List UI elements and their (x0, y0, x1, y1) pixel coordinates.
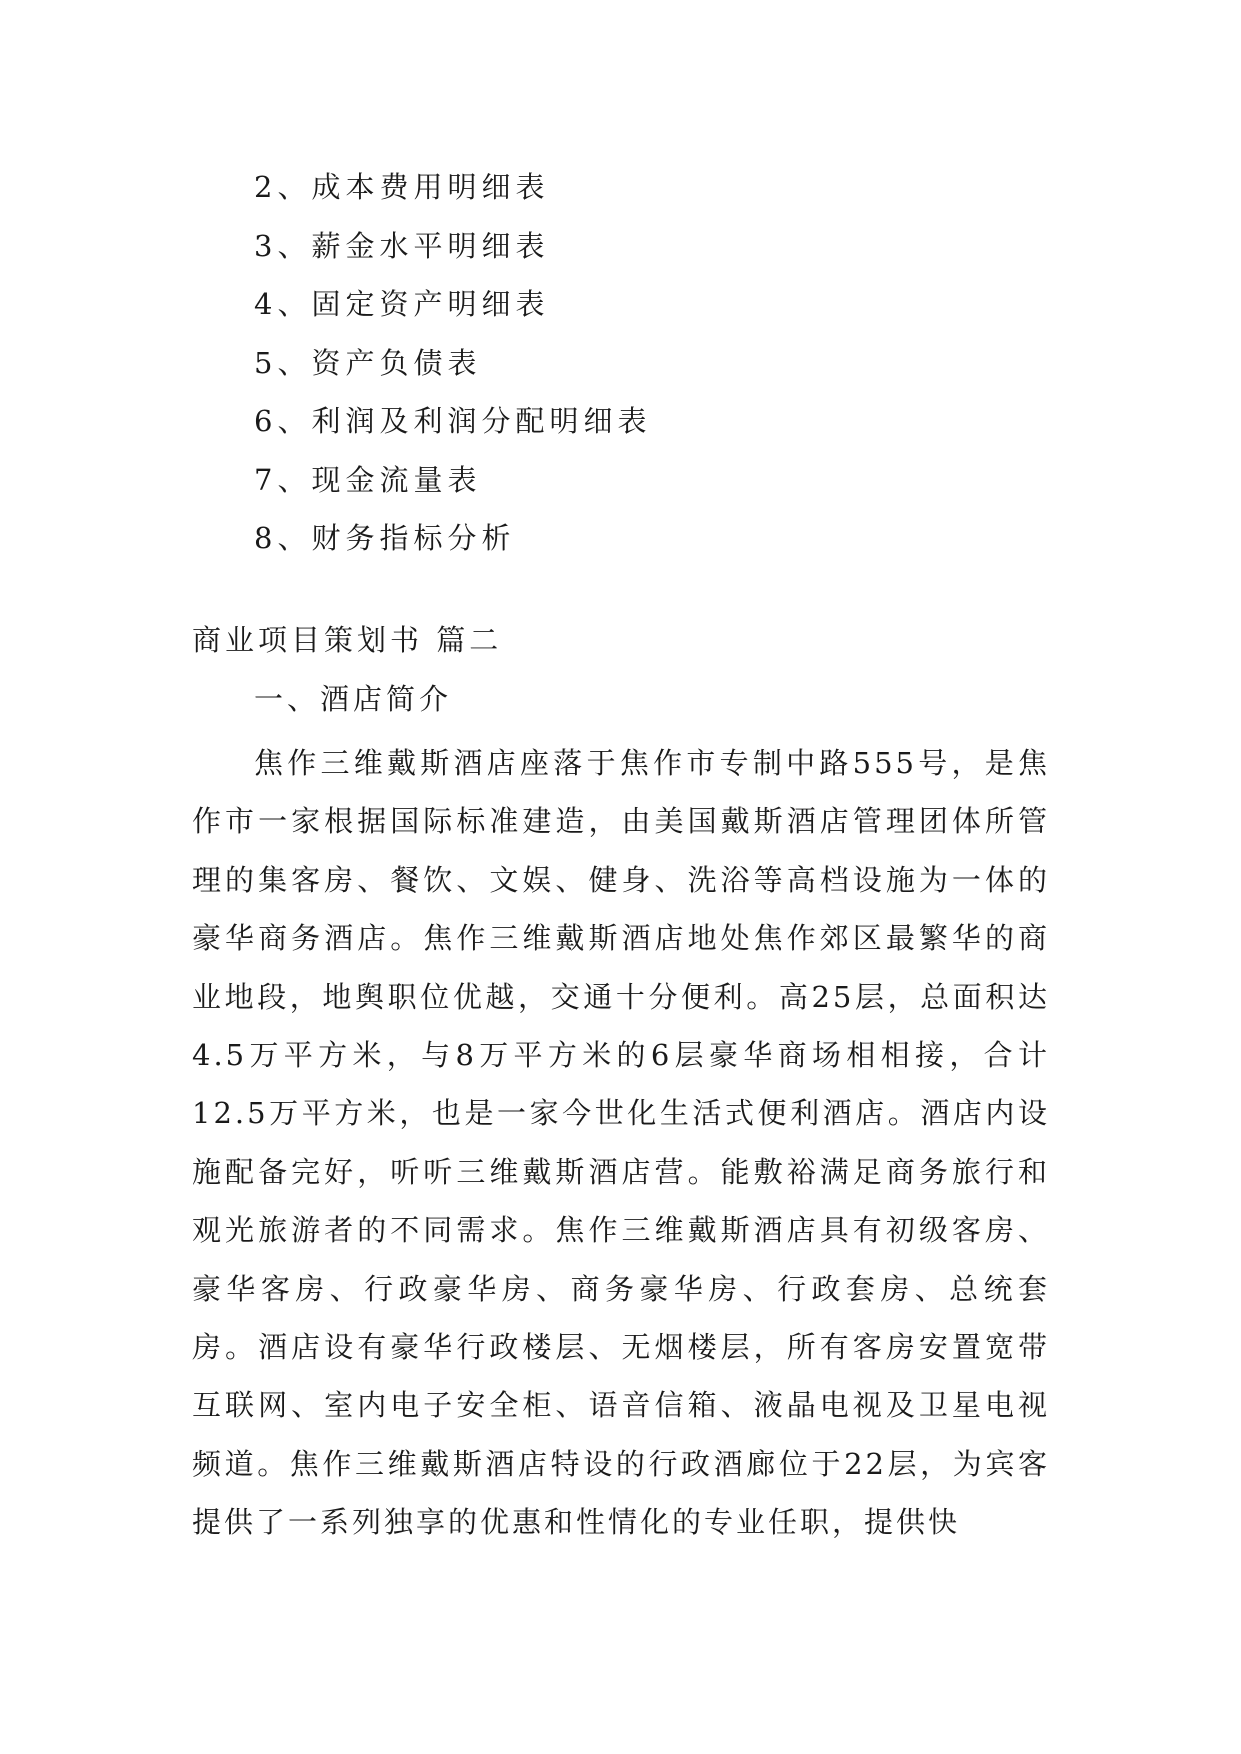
list-item: 8、财务指标分析 (254, 521, 516, 555)
list-item: 2、成本费用明细表 (254, 170, 550, 204)
list-item: 5、资产负债表 (254, 345, 482, 380)
body-paragraph: 焦作三维戴斯酒店座落于焦作市专制中路555号，是焦作市一家根据国际标准建造，由美国戴斯酒店管理团体所管理的集客房、餐饮、文娱、健身、洗浴等高档设施为一体的豪华商务酒店。焦作三维戴斯酒店地处焦作郊区最繁华的商业地段，地舆职位优越，交通十分便利。高25层，总面积达4.5万平方米，与8万平方米的6层豪华商场相相接，合计12.5万平方米，也是一家今世化生活式便利酒店。酒店内设施配备完好，听听三维戴斯酒店营。能敷裕满足商务旅行和观光旅游者的不同需求。焦作三维戴斯酒店具有初级客房、豪华客房、行政豪华房、商务豪华房、行政套房、总统套房。酒店设有豪华行政楼层、无烟楼层，所有客房安置宽带互联网、室内电子安全柜、语音信箱、液晶电视及卫星电视频道。焦作三维戴斯酒店特设的行政酒廊位于22层，为宾客提供了一系列独享的优惠和性情化的专业任职，提供快 (192, 746, 1050, 1540)
list-item: 3、薪金水平明细表 (254, 228, 550, 263)
list-item: 6、利润及利润分配明细表 (254, 404, 652, 438)
financial-table-list (254, 158, 651, 568)
section-title: 商业项目策划书 篇二 (192, 623, 503, 657)
list-item: 7、现金流量表 (254, 462, 482, 497)
list-item: 4、固定资产明细表 (254, 287, 550, 321)
subheading: 一、酒店简介 (254, 682, 453, 716)
